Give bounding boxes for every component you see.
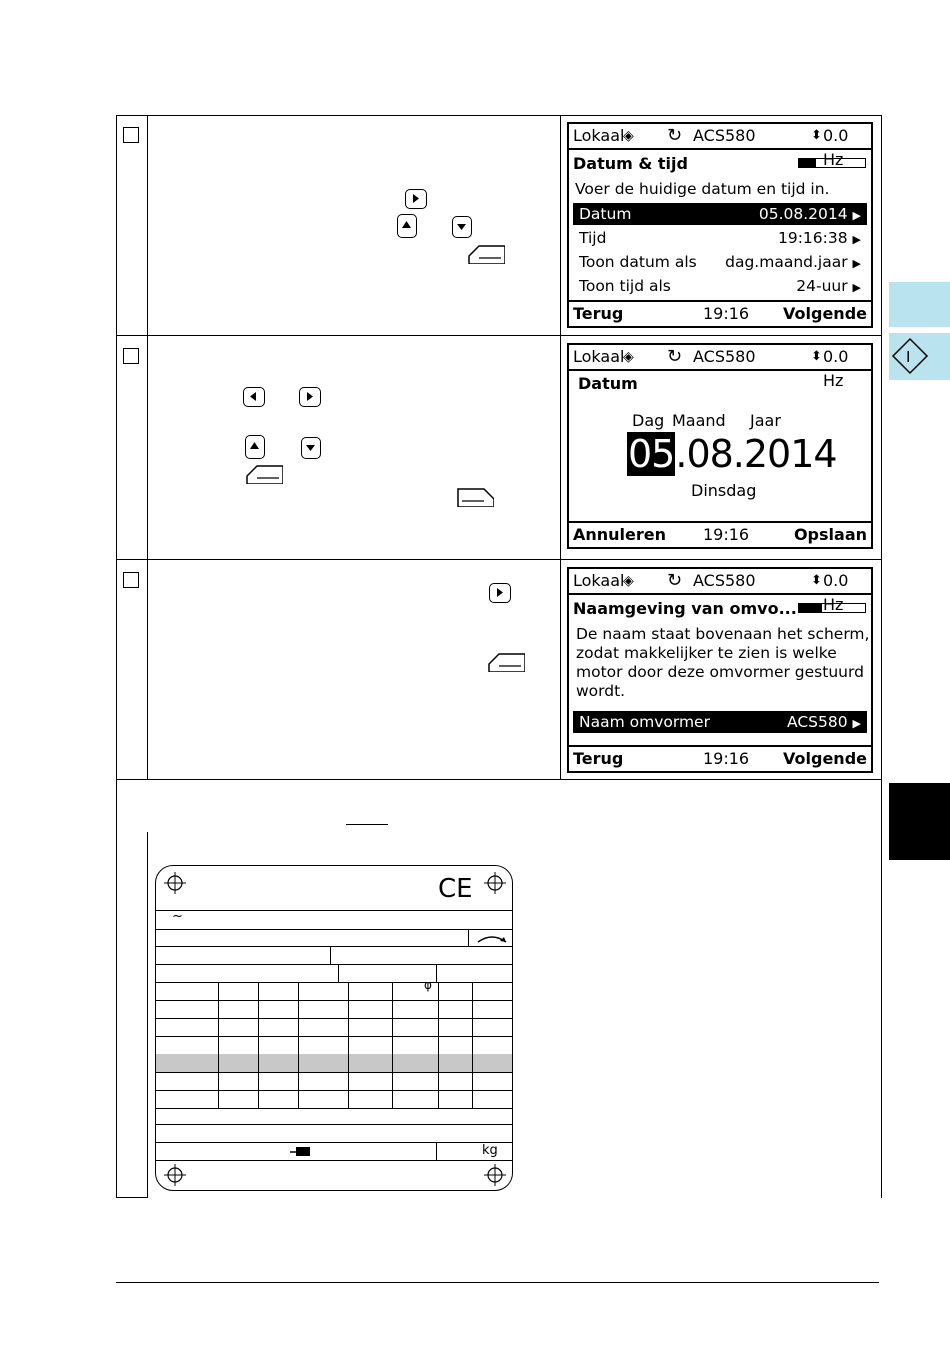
rotation-icon: ↻: [667, 570, 683, 591]
softkey-bar: [569, 300, 871, 326]
page-footer-rule: [116, 1282, 879, 1283]
up-arrow-key-icon: [245, 435, 265, 459]
cancel-softkey[interactable]: Annuleren: [573, 525, 667, 544]
chevron-right-icon: ▶: [852, 281, 861, 294]
step-checkbox-2[interactable]: [123, 348, 139, 364]
right-softkey-icon: [487, 652, 525, 672]
up-down-icon: ⬍: [811, 349, 822, 364]
day-field[interactable]: 05: [628, 432, 675, 476]
up-arrow-key-icon: [397, 214, 417, 238]
progress-bar: [798, 158, 866, 168]
chapter-tab-start: [889, 333, 950, 380]
list-item-date-format[interactable]: Toon datum als dag.maand.jaar ▶: [579, 253, 861, 271]
month-year-field[interactable]: .08.2014: [675, 432, 837, 476]
chevron-right-icon: ▶: [852, 209, 861, 222]
chevron-right-icon: ▶: [852, 257, 861, 270]
local-mode-icon: ◈: [623, 573, 634, 589]
screen-title: Naamgeving van omvo...: [573, 599, 797, 618]
day-label: Dag: [632, 411, 665, 430]
save-softkey[interactable]: Opslaan: [793, 525, 867, 544]
frequency-value: 0.0 Hz: [823, 347, 849, 390]
weight-icon: [290, 1145, 312, 1157]
step-checkbox-3[interactable]: [123, 572, 139, 588]
month-label: Maand: [672, 411, 726, 430]
right-arrow-key-icon: [405, 189, 427, 209]
back-softkey[interactable]: Terug: [573, 304, 624, 323]
right-softkey-icon: [467, 244, 505, 264]
right-arrow-key-icon: [489, 583, 511, 603]
motor-rating-plate: [155, 865, 513, 1191]
local-mode-icon: ◈: [623, 128, 634, 144]
chevron-right-icon: ▶: [852, 233, 861, 246]
screen-title: Datum & tijd: [573, 154, 688, 173]
right-arrow-key-icon: [299, 387, 321, 407]
ce-mark: CE: [438, 874, 473, 904]
chevron-right-icon: ▶: [852, 717, 861, 730]
back-softkey[interactable]: Terug: [573, 749, 624, 768]
list-item-datum[interactable]: Datum 05.08.2014 ▶: [573, 203, 867, 225]
date-value[interactable]: [627, 431, 837, 477]
instruction-text: Voer de huidige datum en tijd in.: [575, 180, 830, 198]
right-softkey-icon: [245, 464, 283, 484]
local-mode-icon: ◈: [623, 349, 634, 365]
mode-label: Lokaal: [573, 126, 625, 145]
chapter-tab-active: [889, 783, 950, 860]
weekday-label: Dinsdag: [691, 481, 757, 500]
rotation-direction-icon: [474, 931, 510, 945]
mounting-hole-icon: [164, 872, 186, 894]
softkey-bar: [569, 745, 871, 771]
phi-symbol: φ: [424, 978, 432, 992]
mounting-hole-icon: [484, 1164, 506, 1186]
frequency-value: 0.0 Hz: [823, 126, 849, 169]
screen-title: Datum: [578, 374, 638, 393]
control-panel-screen-drive-name: [567, 567, 873, 773]
up-down-icon: ⬍: [811, 573, 822, 588]
mode-label: Lokaal: [573, 571, 625, 590]
rotation-icon: ↻: [667, 346, 683, 367]
year-label: Jaar: [750, 411, 781, 430]
highlighted-row: [156, 1054, 512, 1072]
drive-name: ACS580: [693, 126, 756, 145]
start-icon: [889, 333, 950, 380]
list-item-drive-name[interactable]: Naam omvormer ACS580 ▶: [573, 711, 867, 733]
clock: 19:16: [703, 304, 750, 323]
svg-text:I: I: [906, 348, 911, 366]
step-checkbox-1[interactable]: [123, 127, 139, 143]
mode-label: Lokaal: [573, 347, 625, 366]
underline-mark: [346, 824, 388, 825]
description-text: De naam staat bovenaan het scherm, zodat makkelijker te zien is welke motor door deze omvormer gestuurd wordt.: [576, 625, 870, 700]
weight-unit: kg: [482, 1143, 498, 1158]
softkey-bar: [569, 521, 871, 547]
phase-symbol: ~: [172, 909, 183, 924]
mounting-hole-icon: [484, 872, 506, 894]
drive-name: ACS580: [693, 571, 756, 590]
list-item-tijd[interactable]: Tijd 19:16:38 ▶: [579, 229, 861, 247]
control-panel-screen-date-time: [567, 122, 873, 328]
chapter-tab-light: [889, 282, 950, 327]
left-softkey-icon: [456, 487, 494, 507]
next-softkey[interactable]: Volgende: [783, 304, 867, 323]
next-softkey[interactable]: Volgende: [783, 749, 867, 768]
progress-bar: [798, 603, 866, 613]
rotation-icon: ↻: [667, 125, 683, 146]
clock: 19:16: [703, 749, 750, 768]
clock: 19:16: [703, 525, 750, 544]
list-item-time-format[interactable]: Toon tijd als 24-uur ▶: [579, 277, 861, 295]
left-arrow-key-icon: [243, 387, 265, 407]
control-panel-screen-date-edit: [567, 343, 873, 549]
down-arrow-key-icon: [301, 437, 321, 459]
down-arrow-key-icon: [452, 216, 472, 238]
mounting-hole-icon: [164, 1164, 186, 1186]
frequency-value: 0.0 Hz: [823, 571, 849, 614]
drive-name: ACS580: [693, 347, 756, 366]
up-down-icon: ⬍: [811, 128, 822, 143]
